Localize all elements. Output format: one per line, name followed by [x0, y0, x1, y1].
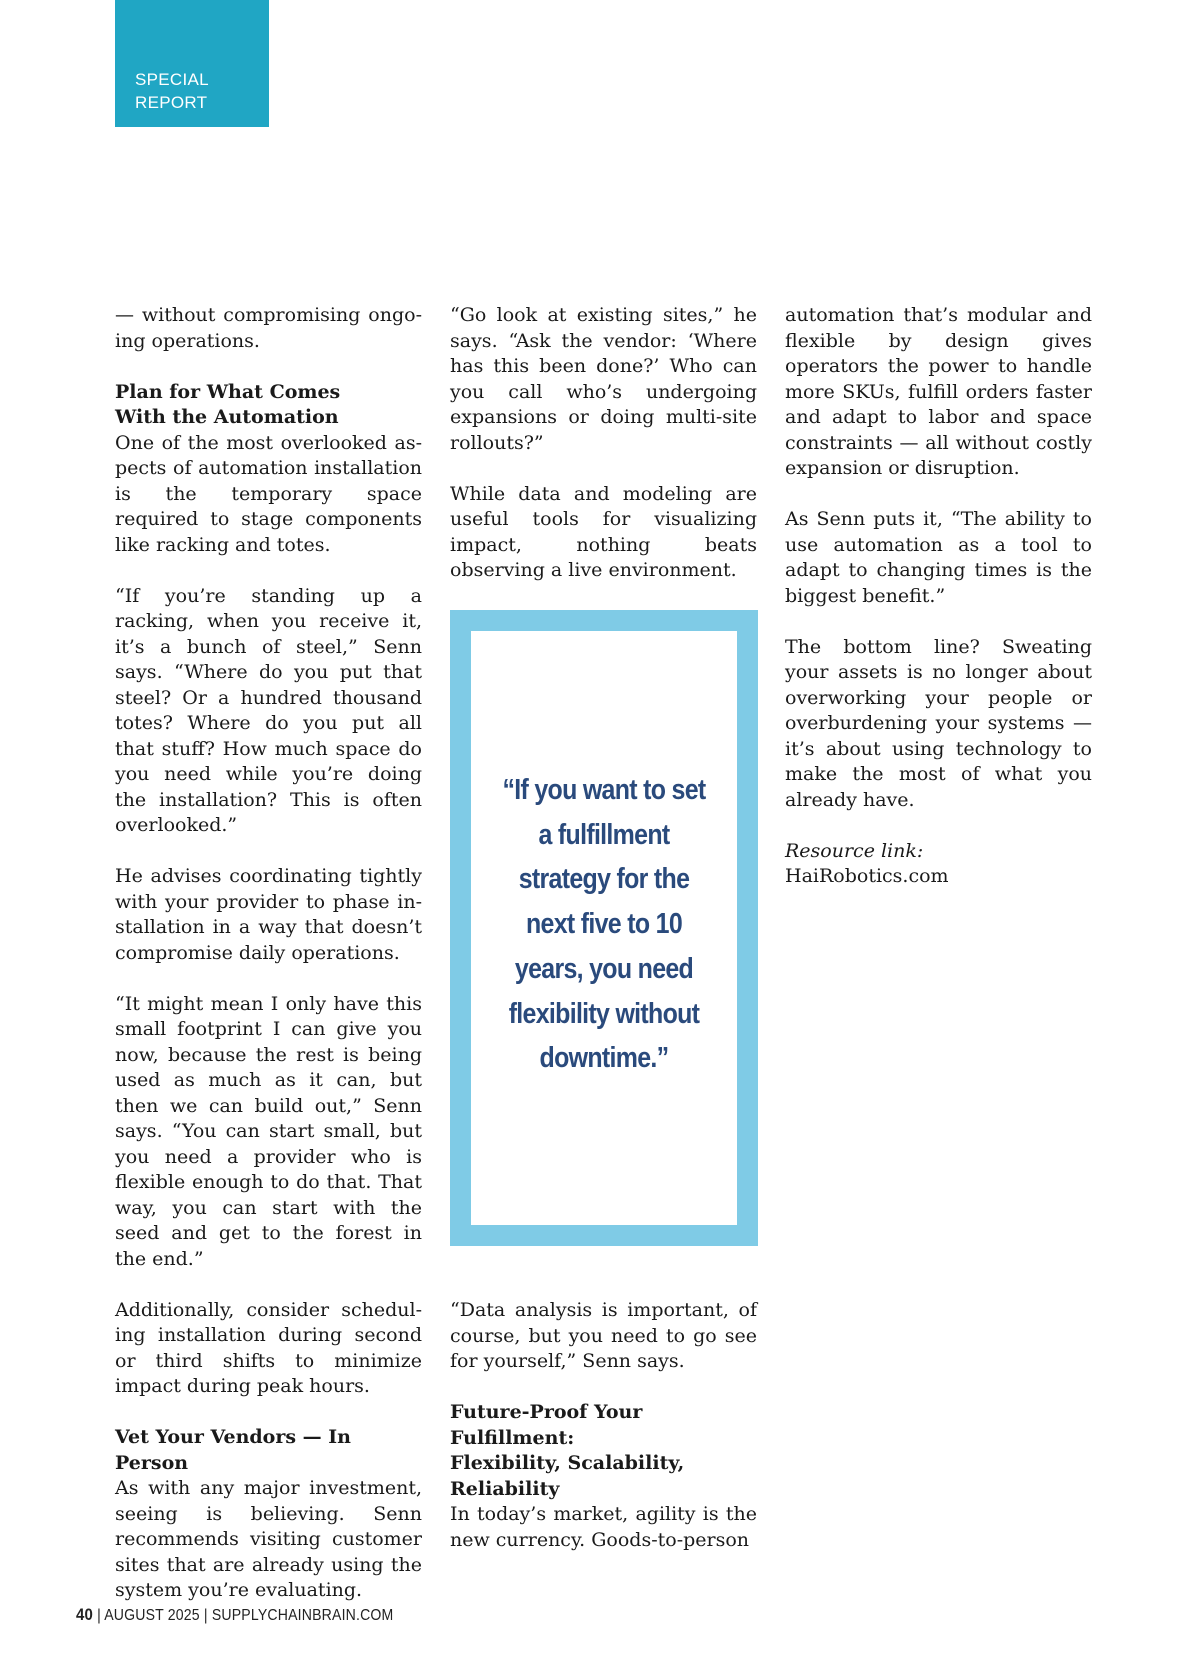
section-heading	[450, 1400, 757, 1502]
section-heading-line: Future-Proof Your Fulfillment:	[450, 1401, 643, 1449]
footer-text: | AUGUST 2025 | SUPPLYCHAINBRAIN.COM	[92, 1607, 394, 1624]
pull-quote-text: “If you want to set a fulfillment strategy for the next five to 10 years, you need flexibility without downtime.”	[502, 774, 706, 1075]
section-heading-line: Flexibility, Scalability,	[450, 1452, 685, 1474]
paragraph: The bottom line? Sweating your assets is no longer about overworking your people or overburdening your systems — it’s about using technology to make the most of what you already have.	[785, 635, 1092, 811]
paragraph: “It might mean I only have this small footprint I can give you now, because the rest is being used as much as it can, but then we can build out,” Senn says. “You can start small, but you need a provider who is flexible enough to do that. That way, you can start with the seed and get to the forest in the end.”	[115, 992, 422, 1270]
section-tab	[115, 0, 269, 127]
pull-quote-inner	[471, 631, 737, 1225]
section-tab-line2: REPORT	[135, 93, 208, 112]
paragraph: One of the most overlooked aspects of automation installation is the temporary space required to stage components like racking and totes.	[115, 431, 422, 556]
paragraph: automation that’s modular and flexible by design gives operators the power to handle more SKUs, fulfill orders faster and adapt to labor and space constraints — all without costly expansion or disruption.	[785, 304, 1092, 479]
section-heading: Vet Your Vendors — In Person	[115, 1426, 351, 1474]
pull-quote-box	[450, 610, 758, 1246]
resource-label: Resource link:	[785, 839, 924, 862]
article-column-2-top	[450, 303, 757, 609]
section-heading-line: With the Automation	[115, 406, 339, 428]
section-heading-line: Plan for What Comes	[115, 380, 341, 403]
paragraph: While data and modeling are useful tools for visualizing impact, nothing beats observing a live environment.	[450, 482, 757, 581]
page-footer	[76, 1605, 393, 1625]
section-tab-line1: SPECIAL	[135, 70, 209, 89]
article-column-1	[115, 303, 422, 1629]
paragraph: As Senn puts it, “The ability to use automation as a tool to adapt to changing times is the biggest benefit.”	[785, 508, 1092, 607]
article-column-2-bottom	[450, 1298, 757, 1579]
paragraph: — without compromising ongoing operations.	[115, 304, 422, 352]
paragraph: Additionally, consider scheduling installation during second or third shifts to minimize impact during peak hours.	[115, 1298, 422, 1397]
article-column-3	[785, 303, 1092, 890]
section-heading	[115, 380, 422, 431]
paragraph: “Data analysis is important, of course, but you need to go see for yourself,” Senn says.	[450, 1299, 757, 1372]
paragraph: He advises coordinating tightly with your provider to phase installation in a way that doesn’t compromise daily operations.	[115, 865, 422, 964]
paragraph: As with any major investment, seeing is believing. Senn recommends visiting customer sites that are already using the system you’re evaluating.	[115, 1477, 422, 1601]
page-number: 40	[76, 1605, 93, 1624]
resource-link[interactable]: HaiRobotics.com	[785, 865, 949, 887]
section-heading-line: Reliability	[450, 1477, 560, 1500]
paragraph: In today’s market, agility is the new currency. Goods-to-person	[450, 1503, 757, 1551]
paragraph: “Go look at existing sites,” he says. “Ask the vendor: ‘Where has this been done?’ Who can you call who’s undergoing expansions or doing multi-site rollouts?”	[450, 304, 757, 454]
paragraph: “If you’re standing up a racking, when you receive it, it’s a bunch of steel,” Senn says. “Where do you put that steel? Or a hundred thousand totes? Where do you put all that stuff? How much space do you need while you’re doing the installation? This is often overlooked.”	[115, 584, 422, 836]
